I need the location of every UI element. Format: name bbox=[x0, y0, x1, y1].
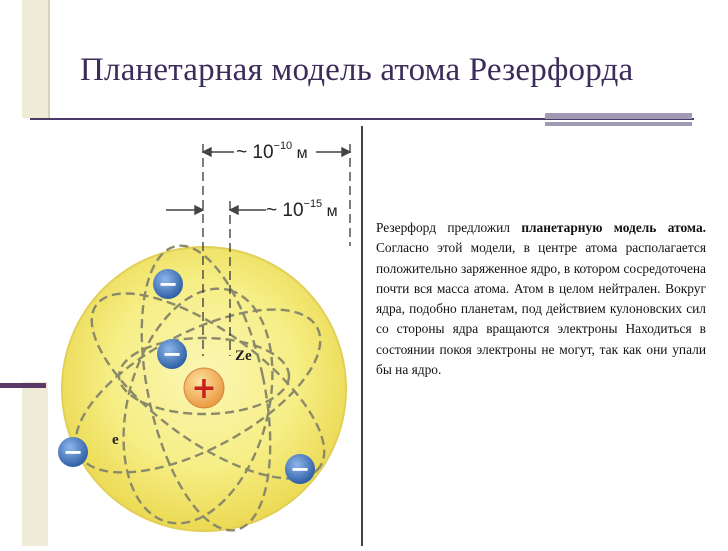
electron bbox=[285, 454, 315, 484]
figure-right-border bbox=[361, 126, 363, 546]
atom-diagram-svg bbox=[48, 126, 362, 546]
electron-label: e bbox=[112, 432, 119, 448]
svg-text:−: − bbox=[62, 438, 84, 466]
title-accent-bar-lower bbox=[545, 122, 692, 126]
left-decor-line bbox=[48, 0, 50, 118]
description-paragraph: Резерфорд предложил планетарную модель атома. Согласно этой модели, в центре атома располагается положительно заряженное ядро, в котором сосредоточена почти вся масса атома. Атом в целом нейтрален. Вокруг ядра, подобно планетам, под действием кулоновских сил со стороны ядра вращаются электроны Находиться в состоянии покоя электроны не могут, так как они упали бы на ядро. bbox=[376, 220, 706, 378]
title-accent-bar bbox=[545, 113, 692, 119]
svg-text:−: − bbox=[161, 340, 183, 368]
left-decor-bar-bottom bbox=[22, 382, 48, 546]
atom-size-label: ~ $10^{-10}$ $_м$ bbox=[236, 140, 308, 163]
atom-diagram bbox=[48, 126, 362, 546]
bold-term: планетарную модель атома. bbox=[521, 220, 706, 235]
electron bbox=[58, 437, 88, 467]
left-accent-bar bbox=[0, 383, 46, 388]
electron bbox=[153, 269, 183, 299]
slide-title: Планетарная модель атома Резерфорда bbox=[80, 52, 634, 88]
electron bbox=[157, 339, 187, 369]
nucleus-size-label: ~ $10^{-15}$ $_м$ bbox=[266, 198, 338, 221]
nucleus-plus-sign: + bbox=[191, 371, 217, 406]
svg-text:−: − bbox=[289, 455, 311, 483]
nucleus-charge-label: Ze bbox=[235, 348, 252, 364]
left-decor-bar-top bbox=[22, 0, 48, 118]
svg-text:−: − bbox=[157, 270, 179, 298]
